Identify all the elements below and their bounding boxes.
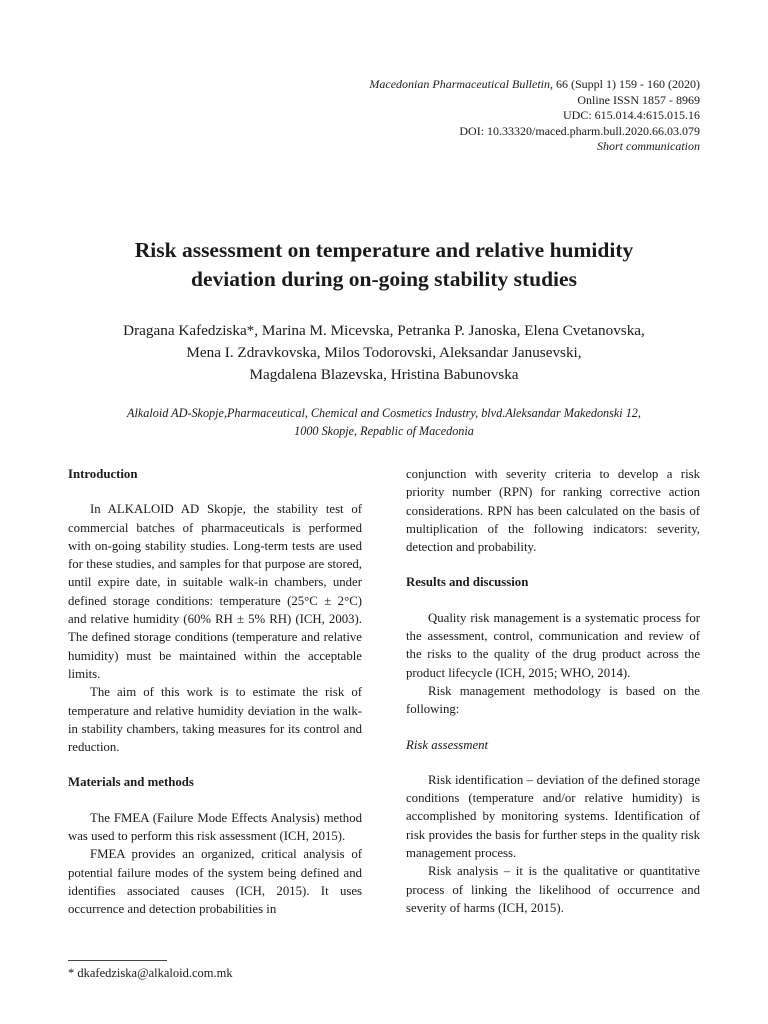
journal-citation xyxy=(369,77,700,93)
introduction-paragraph-2: The aim of this work is to estimate the risk of temperature and relative humidity deviation in the walk-in stability chambers, taking measures for its control and reduction. xyxy=(68,685,362,755)
results-paragraph-2: Risk management methodology is based on the following: xyxy=(406,683,700,717)
journal-issn: Online ISSN 1857 - 8969 xyxy=(577,92,700,107)
journal-volume: 66 (Suppl 1) 159 - 160 (2020) xyxy=(553,77,700,91)
footnote-divider xyxy=(68,960,167,961)
right-column xyxy=(406,465,700,917)
journal-doi: DOI: 10.33320/maced.pharm.bull.2020.66.03.079 xyxy=(459,123,700,138)
risk-paragraph-1: Risk identification – deviation of the defined storage conditions (temperature and/or relative humidity) is accomplished by monitoring systems. Identification of risk provides the basis for further steps in the quality risk management process. xyxy=(406,772,700,861)
corresponding-author-email: * dkafedziska@alkaloid.com.mk xyxy=(68,966,233,980)
risk-paragraph-2: Risk analysis – it is the qualitative or quantitative process of linking the likelihood of occurrence and severity of harms (ICH, 2015). xyxy=(406,864,700,915)
authors-line-1: Dragana Kafedziska*, Marina M. Micevska, Petranka P. Janoska, Elena Cvetanovska, xyxy=(123,322,645,339)
affiliation-line-1: Alkaloid AD-Skopje,Pharmaceutical, Chemical and Cosmetics Industry, blvd.Aleksandar Makedonski 12, xyxy=(127,406,641,420)
introduction-paragraph-1: In ALKALOID AD Skopje, the stability test of commercial batches of pharmaceuticals is performed with on-going stability studies. Long-term tests are used for these studies, and samples for that purpose are stored, until expire date, in suitable walk-in chambers, under defined storage conditions: temperature (25°C ± 2°C) and relative humidity (60% RH ± 5% RH) (ICH, 2003). The defined storage conditions (temperature and relative humidity) must be maintained within the acceptable limits. xyxy=(68,502,362,681)
methods-paragraph-2: FMEA provides an organized, critical analysis of potential failure modes of the system being defined and identifies associated causes (ICH, 2015). It uses occurrence and detection probabilities in xyxy=(68,847,362,917)
journal-header xyxy=(369,77,700,155)
journal-name: Macedonian Pharmaceutical Bulletin, xyxy=(369,77,553,91)
paper-title xyxy=(60,236,708,294)
methods-paragraph-1: The FMEA (Failure Mode Effects Analysis) method was used to perform this risk assessment (ICH, 2015). xyxy=(68,810,362,844)
title-line-1: Risk assessment on temperature and relative humidity xyxy=(134,238,634,262)
subsection-heading-risk-assessment: Risk assessment xyxy=(406,737,489,752)
methods-paragraph-continued: conjunction with severity criteria to develop a risk priority number (RPN) for ranking corrective action considerations. RPN has been calculated on the basis of multiplication of the following indicators: severity, detection and probability. xyxy=(406,467,700,555)
section-heading-methods: Materials and methods xyxy=(68,775,194,790)
section-heading-results: Results and discussion xyxy=(406,575,529,590)
title-line-2: deviation during on-going stability studies xyxy=(191,267,577,291)
affiliation-line-2: 1000 Skopje, Repablic of Macedonia xyxy=(294,424,474,438)
article-type: Short communication xyxy=(597,139,700,153)
authors-line-3: Magdalena Blazevska, Hristina Babunovska xyxy=(249,366,519,383)
left-column xyxy=(68,465,362,919)
journal-udc: UDC: 615.014.4:615.015.16 xyxy=(562,108,700,122)
results-paragraph-1: Quality risk management is a systematic process for the assessment, control, communication and review of the risks to the quality of the drug product across the product lifecycle (ICH, 2015; WHO, 2014). xyxy=(406,610,700,680)
affiliation xyxy=(60,404,708,440)
authors-line-2: Mena I. Zdravkovska, Milos Todorovski, Aleksandar Janusevski, xyxy=(186,344,582,361)
section-heading-introduction: Introduction xyxy=(68,467,138,481)
author-list xyxy=(40,320,728,386)
